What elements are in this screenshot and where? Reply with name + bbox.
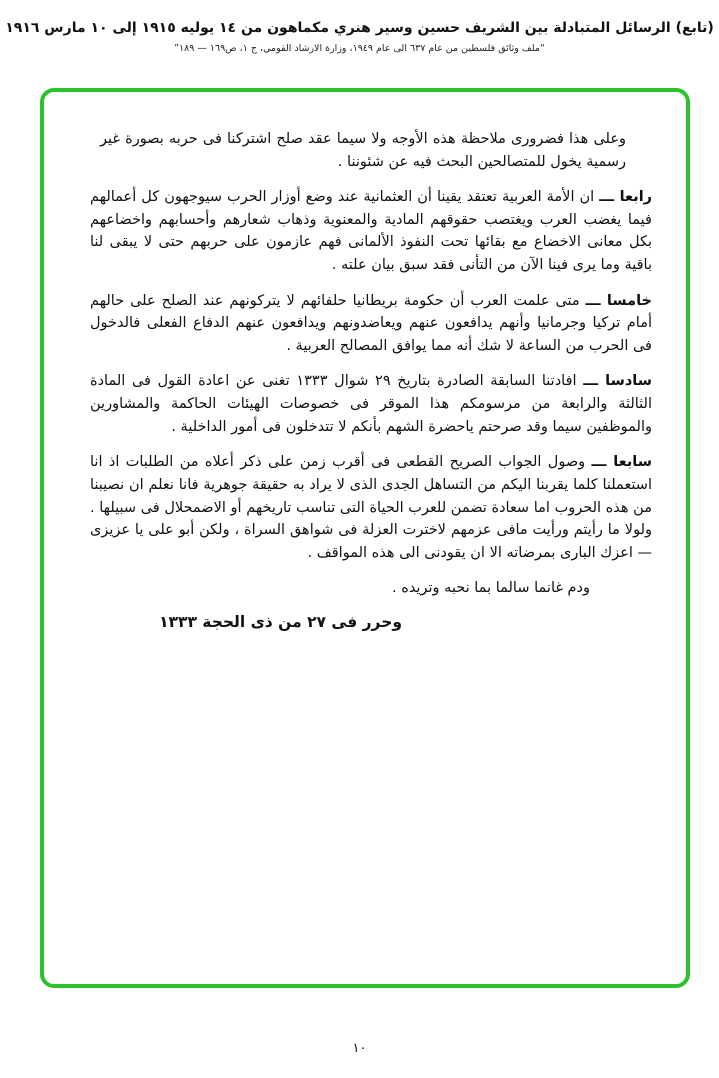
paragraph-fifth — [90, 290, 652, 358]
paragraph-intro — [100, 128, 626, 173]
page-header — [0, 0, 719, 54]
paragraph-fourth — [90, 186, 652, 276]
paragraph-seventh — [90, 451, 652, 564]
paragraph-text: ان الأمة العربية تعتقد يقينا أن العثمانية عند وضع أوزار الحرب سيوجهون كل أعمالهم فيما يغضب العرب ويغتصب حقوقهم المادية والمعنوية وذهاب شعارهم وأحسابهم واخضاعهم بكل معانى الاخضاع مع بقائها تحت النفوذ الألمانى فهم عازمون على حربهم حتى لا يبقى لنا باقية وما يرى فينا الآن من التأنى فقد سبق بيان علته . — [90, 189, 652, 274]
page-subtitle: “ملف وثائق فلسطين من عام ٦٣٧ الى عام ١٩٤٩، وزارة الارشاد القومي، ج ١، ص١٦٩ — ١٨٩” — [174, 43, 545, 54]
paragraph-label: سادسا ـــ — [583, 373, 653, 390]
document-body — [44, 92, 686, 634]
paragraph-label: سابعا ـــ — [591, 454, 653, 471]
paragraph-label: خامسا ـــ — [585, 292, 652, 309]
paragraph-label: رابعا ـــ — [599, 189, 653, 206]
paragraph-text: وصول الجواب الصريح القطعى فى أقرب زمن على ذكر أعلاه من الطلبات اذ انا استعملنا كلما يقربنا اليكم من التساهل الجدى الذى لا يراد به حقيقة جوهرية فانا نعلم ان نصيبنا من هذه الحروب اما سعادة تضمن للعرب الحياة التى تناسب تاريخهم أو الاضمحلال فى سبيلها . ولولا ما رأيتم ورأيت مافى عزمهم لاخترت العزلة فى شواهق السراة ، ولكن أبو على يا عزيزى — اعزك البارى بمرضاته الا ان يقودنى الى هذه المواقف . — [90, 454, 652, 561]
paragraph-text: متى علمت العرب أن حكومة بريطانيا حلفائهم لا يتركونهم عند الصلح على حالهم أمام تركيا وجرمانيا وأنهم يدافعون عنهم ويعاضدونهم ويدافعون عنهم الدفاع الفعلى فالدخول فى الحرب من الساعة لا شك أنه مما يوافق المصالح العربية . — [90, 292, 652, 354]
paragraph-text: وعلى هذا فضرورى ملاحظة هذه الأوجه ولا سيما عقد صلح اشتركنا فى حربه بصورة غير رسمية يخول للمتصالحين البحث فيه عن شئوننا . — [100, 131, 626, 170]
document-border — [40, 88, 690, 988]
paragraph-text: افادتنا السابقة الصادرة بتاريخ ٢٩ شوال ١٣٣٣ تغنى عن اعادة القول فى المادة الثالثة والرابعة من مرسومكم هذا الموقر فى خصوصات الهيئات الحاكمة والمشاورين والموظفين سيما وقد صرحتم ياحضرة الشهم بأنكم لا تتدخلون فى أمور الداخلية . — [90, 373, 652, 435]
page-title: (تابع) الرسائل المتبادلة بين الشريف حسين وسير هنري مكماهون من ١٤ يوليه ١٩١٥ إلى ١٠ مارس ١٩١٦ — [5, 20, 714, 36]
closing-line: ودم غانما سالما بما نحبه وتريده . — [392, 580, 590, 597]
date-line: وحرر فى ٢٧ من ذى الحجة ١٣٣٣ — [159, 612, 402, 631]
page-number: ١٠ — [352, 1041, 367, 1056]
paragraph-sixth — [90, 370, 652, 438]
